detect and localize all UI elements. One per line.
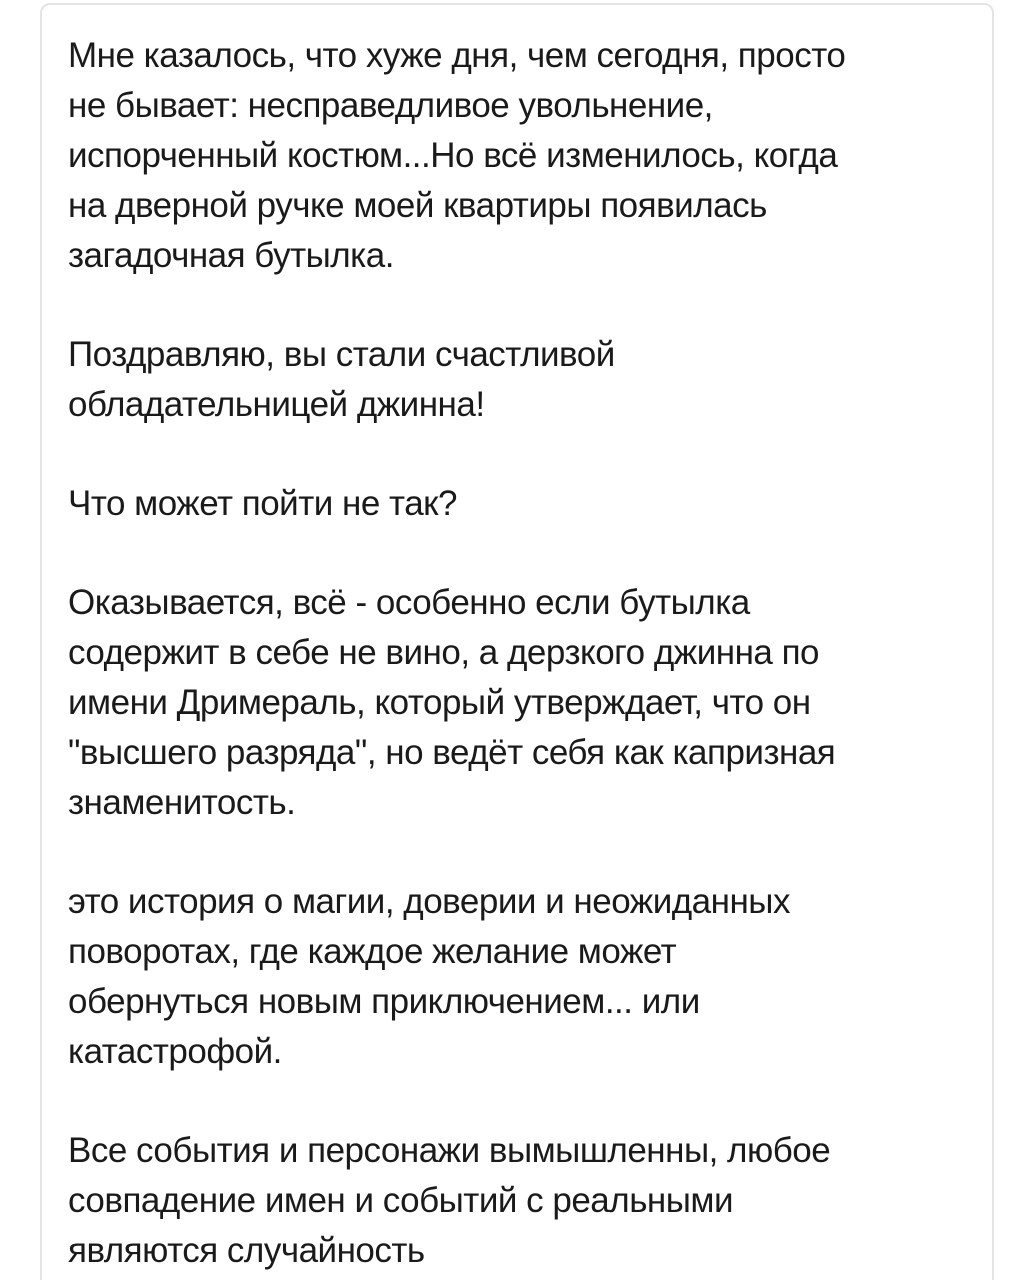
paragraph-genie: Оказывается, всё - особенно если бутылка содержит в себе не вино, а дерзкого джинна по имени Дримераль, который утверждает, что он "высшего разряда", но ведёт себя как капризная знаменитость. <box>68 583 836 822</box>
text-body <box>68 31 968 1276</box>
paragraph-story: это история о магии, доверии и неожиданных поворотах, где каждое желание может обернуться новым приключением... или катастрофой. <box>68 882 790 1071</box>
paragraph-congrats: Поздравляю, вы стали счастливой обладательницей джинна! <box>68 335 615 424</box>
paragraph-question: Что может пойти не так? <box>68 484 457 523</box>
paragraph-disclaimer: Все события и персонажи вымышленны, любое совпадение имен и событий с реальными являются случайность <box>68 1131 831 1270</box>
paragraph-intro: Мне казалось, что хуже дня, чем сегодня, просто не бывает: несправедливое увольнение, испорченный костюм...Но всё изменилось, когда на дверной ручке моей квартиры появилась загадочная бутылка. <box>68 36 846 275</box>
